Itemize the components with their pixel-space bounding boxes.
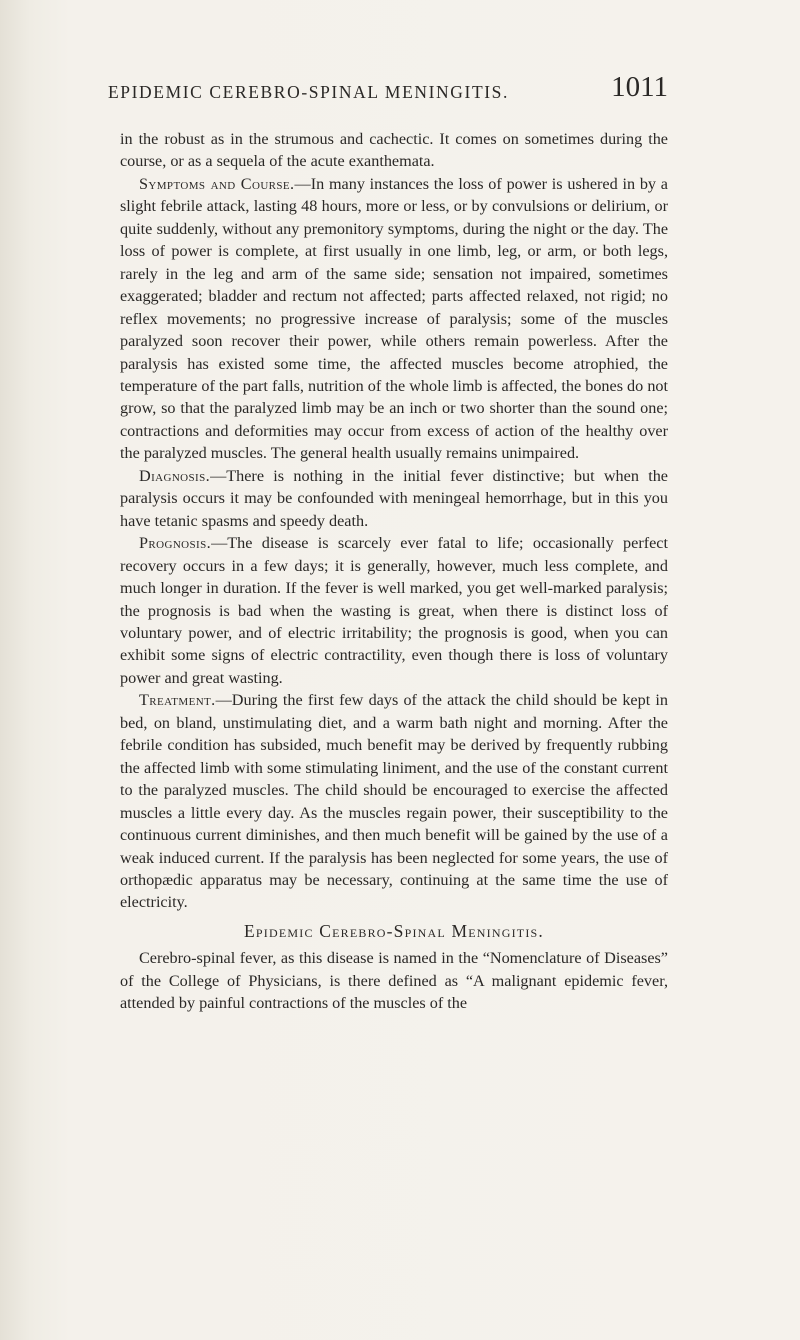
section-heading: Epidemic Cerebro-Spinal Meningitis. [244,920,544,941]
paragraph-lead: Symptoms and Course. [139,174,295,193]
paragraph-diagnosis [120,465,668,532]
paragraph-text: —In many instances the loss of power is ushered in by a slight febrile attack, lasting 48 hours, more or less, or by convulsions or delirium, or quite suddenly, without any premonitory symptoms, during the night or the day. The loss of power is complete, at first usually in one limb, leg, or arm, or both legs, rarely in the leg and arm of the same side; sensation not impaired, sometimes exaggerated; bladder and rectum not affected; parts affected relaxed, not rigid; no reflex movements; no progressive increase of paralysis; some of the muscles paralyzed soon recover their power, while others remain powerless. After the paralysis has existed some time, the affected muscles become atrophied, the temperature of the part falls, nutrition of the whole limb is affected, the bones do not grow, so that the paralyzed limb may be an inch or two shorter than the sound one; contractions and deformities may occur from excess of action of the healthy over the paralyzed muscles. The general health usually remains unimpaired. [120,174,668,463]
paragraph-section-intro [120,947,668,1014]
paragraph-lead: Treatment. [139,691,216,710]
paragraph-continuation [120,128,668,173]
paragraph-text: —There is nothing in the initial fever distinctive; but when the paralysis occurs it may be confounded with meningeal hemorrhage, but in this you have tetanic spasms and speedy death. [120,466,668,530]
paragraph-text: —The disease is scarcely ever fatal to life; occasionally perfect recovery occurs in a few days; it is generally, however, much less complete, and much longer in duration. If the fever is well marked, you get well-marked paralysis; the prognosis is bad when the wasting is great, when there is distinct loss of voluntary power, and of electric irritability; the prognosis is good, when you can exhibit some signs of electric contractility, even though there is loss of voluntary power and great wasting. [120,534,668,687]
paragraph-treatment [120,689,668,914]
paragraph-lead: Diagnosis. [139,466,211,485]
paragraph-text: Cerebro-spinal fever, as this disease is named in the “Nomenclature of Diseases” of the College of Physicians, is there defined as “A malignant epidemic fever, attended by painful contractions of the muscles of the [120,949,668,1013]
page-body [120,128,668,1015]
paragraph-prognosis [120,532,668,689]
paragraph-symptoms [120,173,668,465]
paragraph-lead: Prognosis. [139,534,212,553]
paragraph-text: in the robust as in the strumous and cachectic. It comes on sometimes during the course, or as a sequela of the acute exanthemata. [120,130,668,171]
running-title: EPIDEMIC CEREBRO-SPINAL MENINGITIS. [108,82,509,102]
page-number: 1011 [611,71,668,103]
paragraph-text: —During the first few days of the attack the child should be kept in bed, on bland, unstimulating diet, and a warm bath night and morning. After the febrile condition has subsided, much benefit may be derived by frequently rubbing the affected limb with some stimulating liniment, and the use of the constant current to the paralyzed muscles. The child should be encouraged to exercise the affected muscles a little every day. As the muscles regain power, their susceptibility to the continuous current diminishes, and then much benefit will be gained by the use of a weak induced current. If the paralysis has been neglected for some years, the use of orthopædic apparatus may be necessary, continuing at the same time the use of electricity. [120,691,668,912]
running-head [108,70,668,110]
